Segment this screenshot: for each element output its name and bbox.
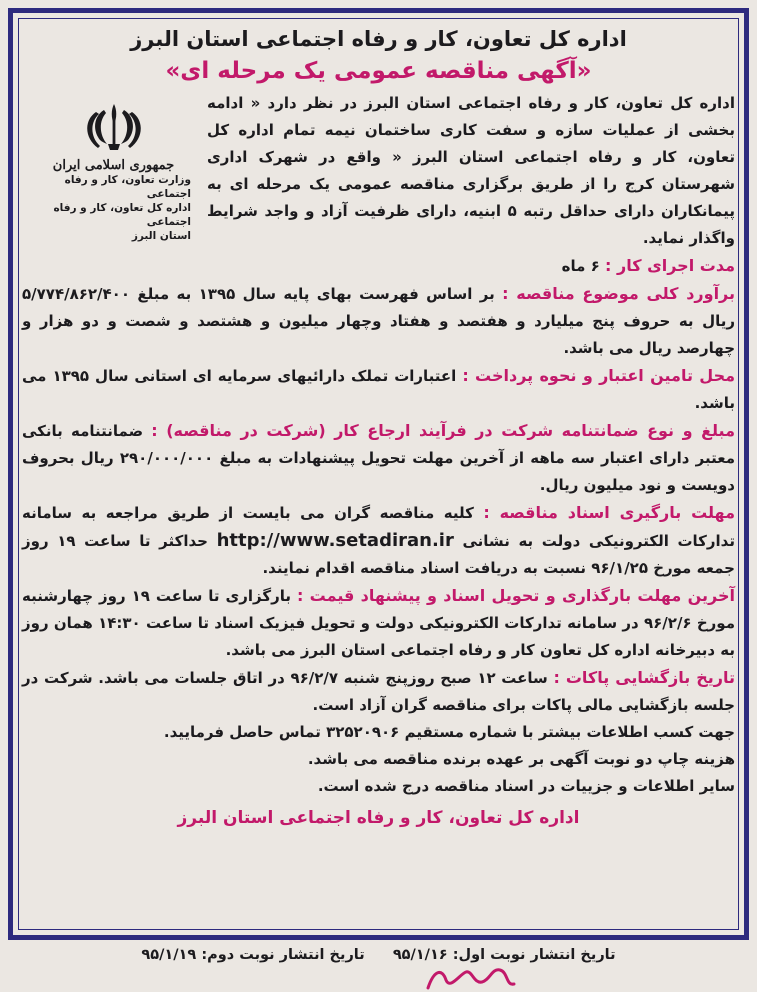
country-name: جمهوری اسلامی ایران — [52, 158, 175, 173]
duration-label: مدت اجرای کار : — [605, 256, 735, 275]
first-pub-label: تاریخ انتشار نوبت اول: — [452, 947, 616, 963]
duration-row — [22, 252, 735, 280]
deadline-row — [22, 582, 735, 664]
contact-row: جهت کسب اطلاعات بیشتر با شماره مستقیم ۳۲۵۲۰۹۰۶ تماس حاصل فرمایید. — [163, 723, 735, 741]
org-title: اداره کل تعاون، کار و رفاه اجتماعی استان البرز — [130, 27, 627, 51]
duration-value: ۶ ماه — [561, 257, 600, 275]
second-pub-label: تاریخ انتشار نوبت دوم: — [201, 947, 365, 963]
cost-row: هزینه چاپ دو نوبت آگهی بر عهده برنده مناقصه می باشد. — [307, 750, 735, 768]
guarantee-label: مبلغ و نوع ضمانتنامه شرکت در فرآیند ارجاع کار (شرکت در مناقصه) : — [151, 421, 735, 440]
estimate-label: برآورد کلی موضوع مناقصه : — [502, 284, 736, 303]
funding-text: اعتبارات تملک دارائیهای سرمایه ای استانی سال ۱۳۹۵ می باشد. — [22, 367, 735, 412]
guarantee-row — [22, 417, 735, 499]
estimate-text: بر اساس فهرست بهای پایه سال ۱۳۹۵ به مبلغ ۵/۷۷۴/۸۶۲/۴۰۰ ریال به حروف پنج میلیارد و هفتصد و هفتاد وچهار میلیون و هشتصد و شصت و دو هزار و چهارصد ریال می باشد. — [22, 285, 735, 357]
opening-text: ساعت ۱۲ صبح روزپنج شنبه ۹۶/۲/۷ در اتاق جلسات می باشد. شرکت در جلسه بازگشایی مالی پاکات برای مناقصه گران آزاد است. — [22, 669, 735, 714]
intro-block — [22, 90, 735, 252]
ministry-name: وزارت تعاون، کار و رفاه اجتماعی — [64, 174, 191, 200]
opening-label: تاریخ بازگشایی پاکات : — [553, 668, 736, 687]
funding-label: محل تامین اعتبار و نحوه پرداخت : — [462, 366, 736, 385]
notice-body — [22, 24, 735, 834]
handwritten-mark-icon — [420, 962, 520, 992]
setadiran-url: http://www.setadiran.ir — [216, 530, 454, 551]
ministry-logo — [26, 100, 201, 243]
department-name: اداره کل تعاون، کار و رفاه اجتماعی — [53, 202, 191, 228]
notice-title: «آگهی مناقصه عمومی یک مرحله ای» — [165, 58, 592, 84]
iran-emblem-icon — [78, 100, 150, 156]
other-info-row: سایر اطلاعات و جزییات در اسناد مناقصه درج شده است. — [317, 777, 735, 795]
funding-row — [22, 362, 735, 417]
download-text-1: کلیه مناقصه گران می بایست از طریق مراجعه به سامانه تدارکات الکترونیکی دولت به نشانی — [22, 504, 735, 550]
estimate-row — [22, 280, 735, 362]
opening-row — [22, 664, 735, 719]
download-row — [22, 499, 735, 582]
signature-org: اداره کل تعاون، کار و رفاه اجتماعی استان البرز — [177, 808, 580, 828]
intro-paragraph: اداره کل تعاون، کار و رفاه اجتماعی استان البرز در نظر دارد « ادامه بخشی از عملیات سازه و سفت کاری ساختمان نیمه تمام اداره کل تعاون، کار و رفاه اجتماعی استان البرز « واقع در شهرک اداری شهرستان کرج را از طریق برگزاری مناقصه عمومی یک مرحله ای به پیمانکاران دارای حداقل رتبه ۵ ابنیه، دارای ظرفیت آزاد و واجد شرایط واگذار نماید. — [207, 94, 735, 247]
publication-dates — [40, 944, 717, 966]
first-pub-date: ۹۵/۱/۱۶ — [392, 947, 448, 963]
guarantee-text: ضمانتنامه بانکی معتبر دارای اعتبار سه ماهه از آخرین مهلت تحویل پیشنهادات به مبلغ ۲۹۰/۰۰۰/۰۰۰ ریال بحروف دویست و نود میلیون ریال. — [22, 422, 735, 494]
download-label: مهلت بارگیری اسناد مناقصه : — [483, 503, 736, 522]
download-text-2: حداکثر تا ساعت ۱۹ روز جمعه مورخ ۹۶/۱/۲۵ نسبت به دریافت اسناد مناقصه اقدام نمایند. — [22, 532, 735, 577]
province-name: استان البرز — [131, 230, 191, 242]
deadline-text: بارگزاری تا ساعت ۱۹ روز چهارشنبه مورخ ۹۶/۲/۶ در سامانه تدارکات الکترونیکی دولت و تحویل فیزیک اسناد تا ساعت ۱۴:۳۰ همان روز به دبیرخانه اداره کل تعاون کار و رفاه اجتماعی استان البرز می باشد. — [22, 587, 735, 659]
deadline-label: آخرین مهلت بارگذاری و تحویل اسناد و پیشنهاد قیمت : — [296, 586, 735, 605]
second-pub-date: ۹۵/۱/۱۹ — [141, 947, 197, 963]
